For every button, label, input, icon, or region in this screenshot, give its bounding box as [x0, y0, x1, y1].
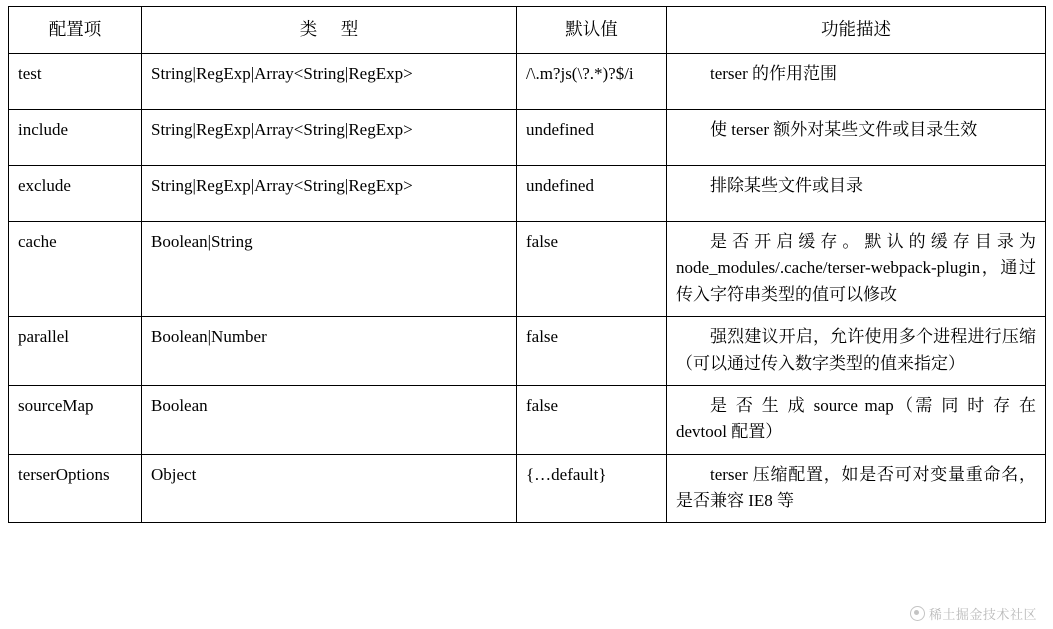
table-header — [9, 7, 1046, 54]
column-header-name: 配置项 — [9, 7, 142, 54]
cell-option-description — [667, 110, 1046, 166]
cell-option-default: undefined — [517, 166, 667, 222]
column-header-default: 默认值 — [517, 7, 667, 54]
cell-option-type: Boolean|Number — [142, 317, 517, 386]
description-text: 是 否 生 成 source map（需 同 时 存 在 devtool 配置） — [676, 395, 1036, 442]
watermark-text: 稀土掘金技术社区 — [928, 607, 1037, 622]
cell-option-default: false — [517, 317, 667, 386]
config-table-container — [8, 6, 1045, 523]
description-text: 强烈建议开启，允许使用多个进程进行压缩（可以通过传入数字类型的值来指定） — [676, 327, 1036, 373]
table-body — [9, 54, 1046, 523]
cell-option-type: String|RegExp|Array<String|RegExp> — [142, 110, 517, 166]
cell-option-name: test — [9, 54, 142, 110]
description-text: 使 terser 额外对某些文件或目录生效 — [710, 120, 978, 140]
cell-option-description — [667, 385, 1046, 454]
cell-option-name: sourceMap — [9, 385, 142, 454]
description-text: 排除某些文件或目录 — [710, 176, 863, 196]
table-row — [9, 166, 1046, 222]
watermark — [910, 604, 1037, 623]
cell-option-type: Object — [142, 454, 517, 523]
table-row — [9, 454, 1046, 523]
description-text: terser 的作用范围 — [710, 64, 838, 84]
watermark-logo-icon — [910, 606, 925, 621]
cell-option-name: terserOptions — [9, 454, 142, 523]
cell-option-name: parallel — [9, 317, 142, 386]
cell-option-default: /\.m?js(\?.*)?$/i — [517, 54, 667, 110]
cell-option-name: cache — [9, 222, 142, 317]
cell-option-default: {…default} — [517, 454, 667, 523]
column-header-type: 类 型 — [142, 7, 517, 54]
description-text: terser 压缩配置，如是否可对变量重命名，是否兼容 IE8 等 — [676, 464, 1036, 510]
table-row — [9, 222, 1046, 317]
cell-option-type: Boolean — [142, 385, 517, 454]
cell-option-default: undefined — [517, 110, 667, 166]
column-header-description: 功能描述 — [667, 7, 1046, 54]
cell-option-type: Boolean|String — [142, 222, 517, 317]
cell-option-description — [667, 454, 1046, 523]
table-row — [9, 385, 1046, 454]
cell-option-description — [667, 166, 1046, 222]
cell-option-default: false — [517, 385, 667, 454]
cell-option-default: false — [517, 222, 667, 317]
cell-option-type: String|RegExp|Array<String|RegExp> — [142, 54, 517, 110]
cell-option-name: exclude — [9, 166, 142, 222]
cell-option-description — [667, 54, 1046, 110]
table-row — [9, 110, 1046, 166]
description-text: 是否开启缓存。默认的缓存目录为 node_modules/.cache/terser-webpack-plugin，通过传入字符串类型的值可以修改 — [676, 232, 1036, 304]
cell-option-description — [667, 317, 1046, 386]
table-row — [9, 54, 1046, 110]
table-row — [9, 317, 1046, 386]
table-header-row — [9, 7, 1046, 54]
cell-option-name: include — [9, 110, 142, 166]
config-table — [8, 6, 1046, 523]
cell-option-description — [667, 222, 1046, 317]
cell-option-type: String|RegExp|Array<String|RegExp> — [142, 166, 517, 222]
